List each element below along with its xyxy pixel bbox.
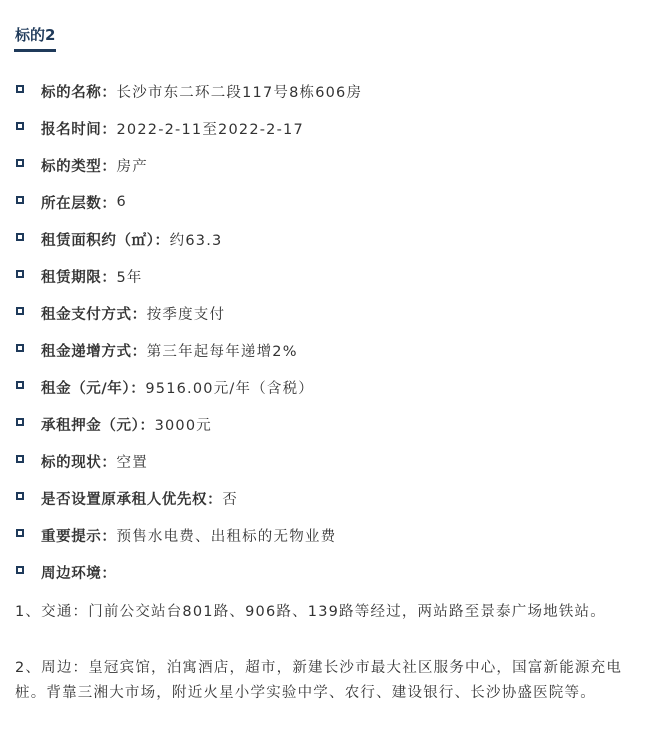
item-value: 5年 <box>116 269 143 286</box>
item-label: 标的名称： <box>41 84 117 101</box>
square-bullet-icon <box>16 418 24 426</box>
item-label: 租金支付方式： <box>41 306 147 323</box>
item-value: 长沙市东二环二段117号8栋606房 <box>116 84 363 101</box>
info-item-signup-time <box>16 116 304 140</box>
info-item-surroundings <box>16 560 117 584</box>
square-bullet-icon <box>16 85 24 93</box>
square-bullet-icon <box>16 270 24 278</box>
square-bullet-icon <box>16 196 24 204</box>
info-item-type <box>16 153 148 177</box>
section-underline <box>14 49 56 52</box>
square-bullet-icon <box>16 307 24 315</box>
info-item-status <box>16 449 148 473</box>
item-label: 租金（元/年）： <box>41 380 146 397</box>
info-item-priority-right <box>16 486 238 510</box>
square-bullet-icon <box>16 381 24 389</box>
square-bullet-icon <box>16 492 24 500</box>
item-value: 预售水电费、出租标的无物业费 <box>116 528 337 545</box>
item-label: 承租押金（元）： <box>41 417 155 434</box>
info-item-rent <box>16 375 314 399</box>
info-item-lease-term <box>16 264 143 288</box>
item-value: 9516.00元/年（含税） <box>145 380 315 397</box>
info-item-name <box>16 79 362 103</box>
item-label: 是否设置原承租人优先权： <box>41 491 223 508</box>
info-item-area <box>16 227 222 251</box>
surroundings-paragraph-traffic: 1、交通：门前公交站台801路、906路、139路等经过，两站路至景泰广场地铁站。 <box>15 604 606 620</box>
square-bullet-icon <box>16 122 24 130</box>
info-item-deposit <box>16 412 212 436</box>
item-label: 租金递增方式： <box>41 343 147 360</box>
item-value: 2022-2-11至2022-2-17 <box>116 121 304 138</box>
item-label: 标的现状： <box>41 454 117 471</box>
square-bullet-icon <box>16 233 24 241</box>
item-value: 按季度支付 <box>146 306 226 323</box>
item-value: 约63.3 <box>169 232 223 249</box>
item-value: 3000元 <box>154 417 212 434</box>
item-label: 标的类型： <box>41 158 117 175</box>
info-item-payment-method <box>16 301 225 325</box>
square-bullet-icon <box>16 566 24 574</box>
item-value: 房产 <box>116 158 148 175</box>
item-label: 周边环境： <box>41 565 117 582</box>
info-item-floor <box>16 190 127 214</box>
item-label: 报名时间： <box>41 121 117 138</box>
item-label: 所在层数： <box>41 195 117 212</box>
square-bullet-icon <box>16 344 24 352</box>
section-title: 标的2 <box>15 26 56 44</box>
item-label: 租赁面积约（㎡）： <box>41 232 170 249</box>
square-bullet-icon <box>16 529 24 537</box>
item-label: 重要提示： <box>41 528 117 545</box>
info-item-important-notice <box>16 523 336 547</box>
square-bullet-icon <box>16 159 24 167</box>
item-value: 否 <box>222 491 238 508</box>
square-bullet-icon <box>16 455 24 463</box>
info-item-rent-increase <box>16 338 298 362</box>
item-value: 第三年起每年递增2% <box>146 343 298 360</box>
surroundings-paragraph-nearby: 2、周边：皇冠宾馆，泊寓酒店，超市，新建长沙市最大社区服务中心，国富新能源充电桩。背靠三湘大市场，附近火星小学实验中学、农行、建设银行、长沙协盛医院等。 <box>15 660 623 701</box>
item-label: 租赁期限： <box>41 269 117 286</box>
item-value: 空置 <box>116 454 148 471</box>
item-value: 6 <box>116 194 127 210</box>
